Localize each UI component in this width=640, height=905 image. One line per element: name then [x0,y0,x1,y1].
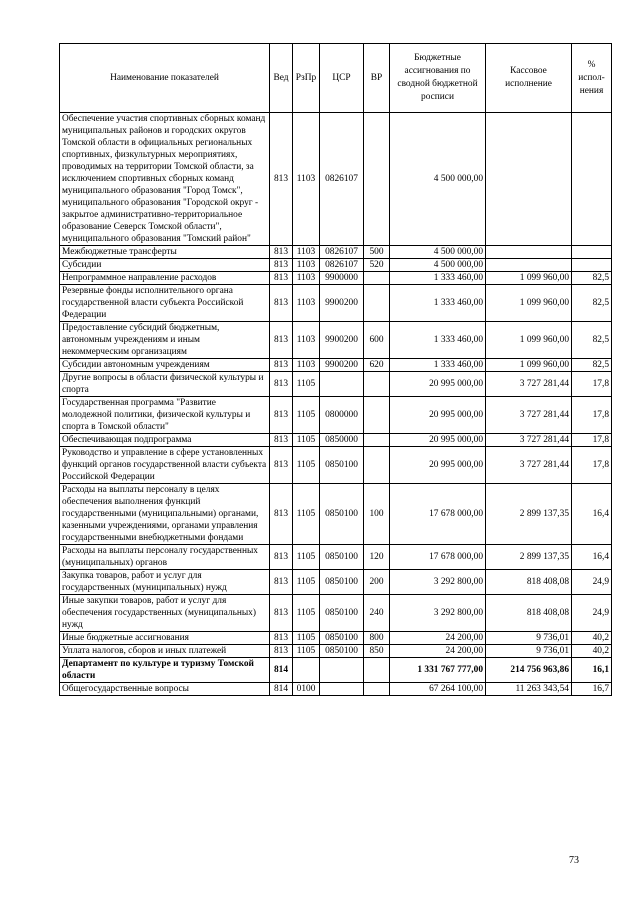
cell-name: Межбюджетные трансферты [60,246,270,259]
cell-cash: 9 736,01 [486,632,572,645]
cell-cash: 3 727 281,44 [486,397,572,434]
cell-percent: 24,9 [572,595,612,632]
cell-ved: 814 [270,658,293,683]
page-number: 73 [569,855,579,866]
cell-name: Другие вопросы в области физической культуры и спорта [60,372,270,397]
cell-budget: 67 264 100,00 [390,683,486,696]
cell-name: Обеспечение участия спортивных сборных команд муниципальных районов и городских округов Томской области в официальных региональных спортивных, физкультурных мероприятиях, проводимых на территории Томской области, за исключением спортивных сборных команд муниципального образования "Город Томск", муниципального образования "Городской округ - закрытое административно-территориальное образование Северск Томской области", муниципального образования "Томский район" [60,113,270,246]
cell-vr [364,272,390,285]
cell-percent: 24,9 [572,570,612,595]
cell-cash: 818 408,08 [486,570,572,595]
cell-percent: 16,4 [572,545,612,570]
cell-ved: 813 [270,434,293,447]
table-row [60,683,612,696]
cell-cash: 9 736,01 [486,645,572,658]
cell-ved: 813 [270,246,293,259]
header-row [60,44,612,113]
header-name: Наименование показателей [60,44,270,113]
cell-csr: 0800000 [320,397,364,434]
cell-ved: 813 [270,484,293,545]
cell-percent: 17,8 [572,447,612,484]
cell-vr: 800 [364,632,390,645]
header-vr: ВР [364,44,390,113]
cell-csr: 0850100 [320,484,364,545]
cell-ved: 813 [270,285,293,322]
cell-cash [486,246,572,259]
cell-ved: 813 [270,113,293,246]
table-row [60,272,612,285]
cell-percent: 17,8 [572,397,612,434]
cell-name: Непрограммное направление расходов [60,272,270,285]
cell-ved: 813 [270,359,293,372]
cell-cash: 3 727 281,44 [486,447,572,484]
header-percent: % испол-нения [572,44,612,113]
cell-rzpr: 1105 [293,595,320,632]
cell-vr: 500 [364,246,390,259]
cell-vr [364,285,390,322]
cell-rzpr: 1103 [293,285,320,322]
cell-budget: 1 333 460,00 [390,272,486,285]
table-row [60,322,612,359]
cell-csr: 9900000 [320,272,364,285]
table-row [60,246,612,259]
cell-csr: 0850100 [320,545,364,570]
cell-budget: 20 995 000,00 [390,372,486,397]
cell-budget: 20 995 000,00 [390,447,486,484]
table-row [60,645,612,658]
cell-vr: 200 [364,570,390,595]
cell-budget: 4 500 000,00 [390,246,486,259]
cell-budget: 20 995 000,00 [390,434,486,447]
cell-vr [364,372,390,397]
cell-name: Государственная программа "Развитие молодежной политики, физической культуры и спорта в Томской области" [60,397,270,434]
cell-rzpr: 1103 [293,272,320,285]
cell-percent [572,259,612,272]
cell-csr: 0850100 [320,570,364,595]
cell-name: Расходы на выплаты персоналу в целях обеспечения выполнения функций государственными (муниципальными) органами, казенными учреждениями, органами управления государственными внебюджетными фондами [60,484,270,545]
cell-ved: 813 [270,595,293,632]
cell-budget: 1 333 460,00 [390,322,486,359]
cell-budget: 17 678 000,00 [390,484,486,545]
cell-cash: 2 899 137,35 [486,545,572,570]
cell-rzpr: 0100 [293,683,320,696]
cell-name: Департамент по культуре и туризму Томской области [60,658,270,683]
cell-ved: 813 [270,397,293,434]
cell-percent: 16,7 [572,683,612,696]
cell-csr: 9900200 [320,359,364,372]
cell-vr: 600 [364,322,390,359]
cell-ved: 813 [270,645,293,658]
cell-ved: 814 [270,683,293,696]
cell-name: Руководство и управление в сфере установленных функций органов государственной власти субъекта Российской Федерации [60,447,270,484]
cell-name: Расходы на выплаты персоналу государственных (муниципальных) органов [60,545,270,570]
cell-rzpr: 1103 [293,113,320,246]
cell-vr [364,683,390,696]
cell-csr [320,683,364,696]
cell-csr: 0850000 [320,434,364,447]
table-row [60,447,612,484]
cell-name: Предоставление субсидий бюджетным, автономным учреждениям и иным некоммерческим организациям [60,322,270,359]
cell-budget: 1 333 460,00 [390,359,486,372]
cell-rzpr: 1105 [293,545,320,570]
cell-name: Иные бюджетные ассигнования [60,632,270,645]
cell-name: Резервные фонды исполнительного органа государственной власти субъекта Российской Федерации [60,285,270,322]
cell-vr: 120 [364,545,390,570]
cell-percent: 16,1 [572,658,612,683]
cell-budget: 24 200,00 [390,645,486,658]
cell-vr [364,447,390,484]
table-body [60,113,612,696]
cell-percent: 82,5 [572,322,612,359]
cell-ved: 813 [270,545,293,570]
cell-cash: 214 756 963,86 [486,658,572,683]
cell-name: Субсидии [60,259,270,272]
table-row [60,595,612,632]
table-row [60,285,612,322]
cell-csr: 9900200 [320,322,364,359]
cell-cash [486,113,572,246]
cell-percent [572,113,612,246]
cell-percent: 17,8 [572,434,612,447]
cell-csr: 0826107 [320,259,364,272]
cell-budget: 20 995 000,00 [390,397,486,434]
cell-rzpr: 1105 [293,372,320,397]
cell-percent [572,246,612,259]
cell-ved: 813 [270,447,293,484]
header-rzpr: РзПр [293,44,320,113]
cell-rzpr: 1103 [293,322,320,359]
cell-cash: 3 727 281,44 [486,372,572,397]
cell-vr [364,434,390,447]
cell-rzpr: 1105 [293,570,320,595]
cell-csr: 0826107 [320,113,364,246]
cell-csr [320,372,364,397]
cell-vr [364,397,390,434]
cell-rzpr: 1105 [293,447,320,484]
cell-cash: 1 099 960,00 [486,272,572,285]
cell-budget: 3 292 800,00 [390,595,486,632]
cell-rzpr: 1105 [293,645,320,658]
cell-rzpr [293,658,320,683]
cell-vr: 240 [364,595,390,632]
cell-budget: 3 292 800,00 [390,570,486,595]
cell-percent: 16,4 [572,484,612,545]
cell-cash: 11 263 343,54 [486,683,572,696]
cell-ved: 813 [270,259,293,272]
cell-csr: 0850100 [320,645,364,658]
cell-budget: 24 200,00 [390,632,486,645]
cell-name: Субсидии автономным учреждениям [60,359,270,372]
header-cash: Кассовое исполнение [486,44,572,113]
cell-budget: 4 500 000,00 [390,259,486,272]
cell-csr: 0850100 [320,595,364,632]
cell-percent: 40,2 [572,632,612,645]
cell-percent: 17,8 [572,372,612,397]
cell-name: Обеспечивающая подпрограмма [60,434,270,447]
table-row [60,113,612,246]
cell-csr [320,658,364,683]
table-row [60,372,612,397]
table-row [60,658,612,683]
header-ved: Вед [270,44,293,113]
table-row [60,359,612,372]
table-row [60,570,612,595]
cell-ved: 813 [270,632,293,645]
cell-vr [364,113,390,246]
budget-table [59,43,612,696]
cell-percent: 40,2 [572,645,612,658]
cell-vr: 520 [364,259,390,272]
cell-ved: 813 [270,272,293,285]
cell-cash: 2 899 137,35 [486,484,572,545]
cell-budget: 1 331 767 777,00 [390,658,486,683]
cell-rzpr: 1103 [293,246,320,259]
cell-vr: 620 [364,359,390,372]
cell-cash: 818 408,08 [486,595,572,632]
cell-name: Уплата налогов, сборов и иных платежей [60,645,270,658]
cell-csr: 0826107 [320,246,364,259]
cell-ved: 813 [270,570,293,595]
header-csr: ЦСР [320,44,364,113]
cell-percent: 82,5 [572,285,612,322]
cell-ved: 813 [270,372,293,397]
cell-budget: 4 500 000,00 [390,113,486,246]
cell-rzpr: 1105 [293,632,320,645]
cell-ved: 813 [270,322,293,359]
cell-csr: 0850100 [320,632,364,645]
header-budget: Бюджетные ассигнования по сводной бюджетной росписи [390,44,486,113]
table-row [60,484,612,545]
cell-rzpr: 1103 [293,259,320,272]
table-row [60,545,612,570]
table-row [60,632,612,645]
cell-percent: 82,5 [572,359,612,372]
cell-vr: 100 [364,484,390,545]
cell-cash: 1 099 960,00 [486,322,572,359]
cell-vr: 850 [364,645,390,658]
cell-percent: 82,5 [572,272,612,285]
cell-budget: 1 333 460,00 [390,285,486,322]
cell-budget: 17 678 000,00 [390,545,486,570]
cell-cash [486,259,572,272]
cell-name: Закупка товаров, работ и услуг для государственных (муниципальных) нужд [60,570,270,595]
cell-cash: 1 099 960,00 [486,359,572,372]
cell-rzpr: 1105 [293,434,320,447]
cell-cash: 1 099 960,00 [486,285,572,322]
cell-vr [364,658,390,683]
cell-rzpr: 1105 [293,484,320,545]
table-row [60,397,612,434]
cell-cash: 3 727 281,44 [486,434,572,447]
cell-name: Иные закупки товаров, работ и услуг для обеспечения государственных (муниципальных) нужд [60,595,270,632]
cell-name: Общегосударственные вопросы [60,683,270,696]
cell-csr: 9900200 [320,285,364,322]
cell-rzpr: 1103 [293,359,320,372]
cell-rzpr: 1105 [293,397,320,434]
table-row [60,259,612,272]
table-row [60,434,612,447]
cell-csr: 0850100 [320,447,364,484]
